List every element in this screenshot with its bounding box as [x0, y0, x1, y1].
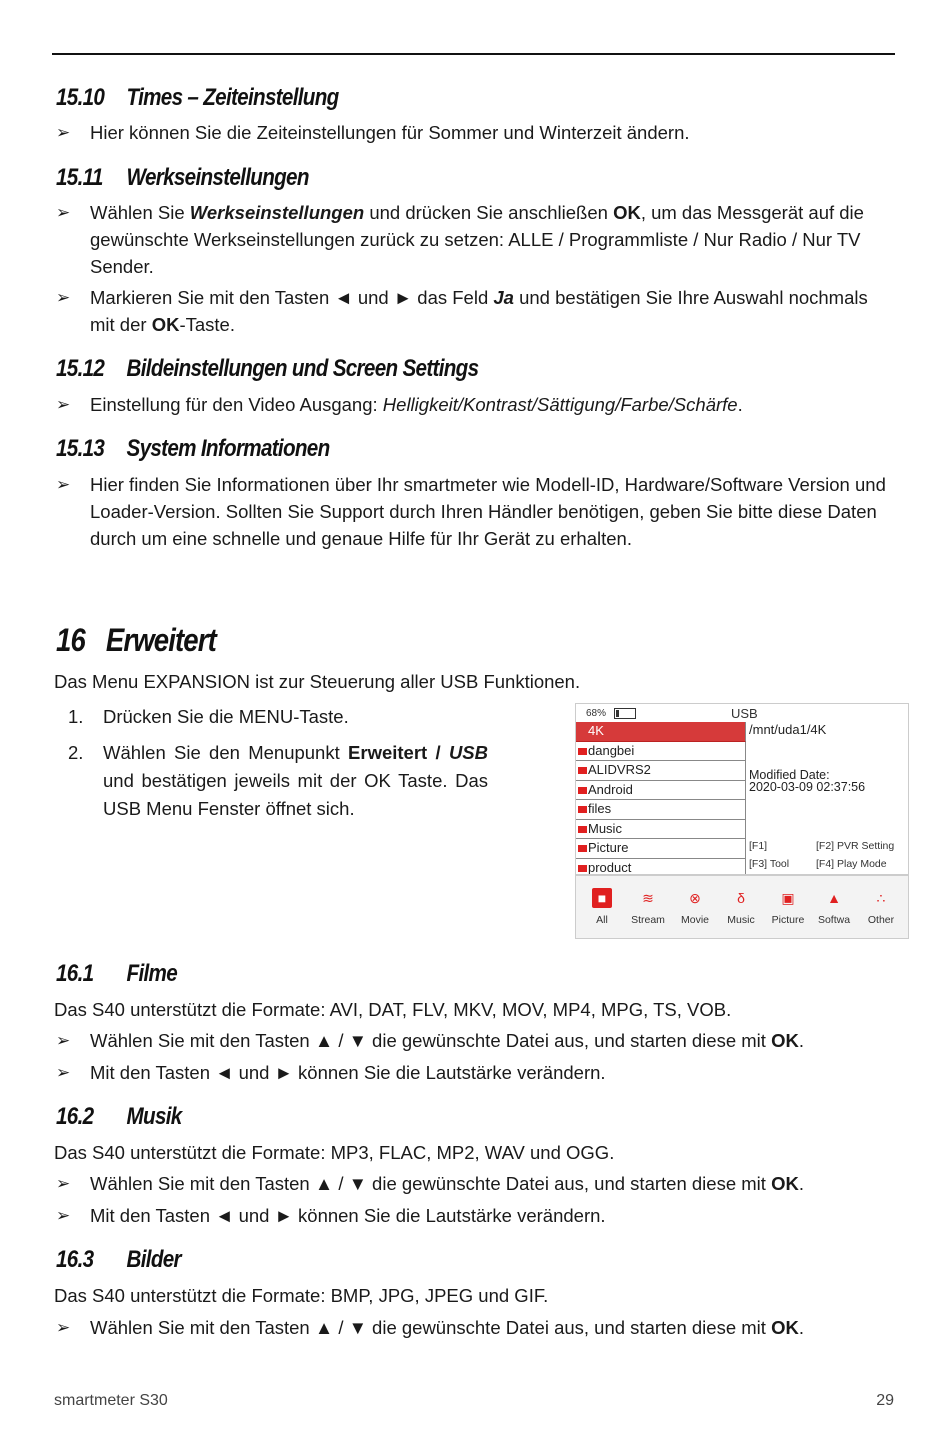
file-row: dangbei: [576, 742, 746, 762]
paragraph: Das S40 unterstützt die Formate: AVI, DAT, FLV, MKV, MOV, MP4, MPG, TS, VOB.: [54, 999, 732, 1020]
folder-icon: ■: [592, 888, 612, 908]
folder-icon: [578, 767, 587, 774]
current-path: /mnt/uda1/4K: [749, 722, 827, 737]
paragraph: Das S40 unterstützt die Formate: BMP, JPG, JPEG und GIF.: [54, 1285, 549, 1306]
stream-icon: ≋: [642, 890, 654, 906]
tab-movie: ⊗ Movie: [680, 890, 709, 926]
list-item: ➢ Mit den Tasten ◄ und ► können Sie die Lautstärke verändern.: [56, 1062, 606, 1083]
music-icon: δ: [737, 890, 745, 906]
page-number: 29: [876, 1392, 894, 1409]
list-item: 1. Drücken Sie die MENU-Taste.: [68, 706, 349, 727]
f2-key: [F2] PVR Setting: [816, 840, 895, 852]
usb-menu-screenshot: [575, 703, 909, 939]
heading-15-10: 15.10 Times – Zeiteinstellung: [56, 84, 339, 111]
list-item: ➢ Markieren Sie mit den Tasten ◄ und ► das Feld Ja und bestätigen Sie Ihre Auswahl nochmals mit der OK-Taste.: [56, 287, 868, 335]
other-icon: ∴: [876, 890, 886, 906]
paragraph: Das Menu EXPANSION ist zur Steuerung aller USB Funktionen.: [54, 671, 581, 692]
folder-icon: [578, 787, 587, 794]
list-item: ➢ Mit den Tasten ◄ und ► können Sie die Lautstärke verändern.: [56, 1205, 606, 1226]
file-row: Music: [576, 820, 746, 840]
folder-icon: [578, 865, 587, 872]
f1-key: [F1]: [749, 840, 768, 852]
paragraph: Das S40 unterstützt die Formate: MP3, FLAC, MP2, WAV und OGG.: [54, 1142, 615, 1163]
list-item: 2. Wählen Sie den Menupunkt Erweitert / USB und bestätigen jeweils mit der OK Taste. Das USB Menu Fenster öffnet sich.: [68, 742, 488, 819]
footer-product: smartmeter S30: [54, 1392, 168, 1409]
tab-software: ▲ Softwa: [817, 890, 851, 926]
heading-16-3: 16.3 Bilder: [56, 1246, 181, 1273]
file-row: files: [576, 800, 746, 820]
list-item: ➢ Hier finden Sie Informationen über Ihr smartmeter wie Modell-ID, Hardware/Software Version und Loader-Version. Sollten Sie Support durch Ihren Händler benötigen, geben Sie bitte diese Daten durch um eine schnelle und genaue Hilfe für Ihr Gerät zu erhalten.: [56, 474, 886, 549]
top-rule: [52, 53, 895, 55]
software-icon: ▲: [827, 890, 841, 906]
folder-icon: [578, 826, 587, 833]
heading-16-1: 16.1 Filme: [56, 960, 177, 987]
list-item: ➢ Einstellung für den Video Ausgang: Helligkeit/Kontrast/Sättigung/Farbe/Schärfe.: [56, 394, 743, 415]
list-item: ➢ Wählen Sie Werkseinstellungen und drücken Sie anschließen OK, um das Messgerät auf die gewünschte Werkseinstellungen zurück zu setzen: ALLE / Programmliste / Nur Radio / Nur TV Sender.: [56, 202, 864, 277]
heading-15-13: 15.13 System Informationen: [56, 435, 330, 462]
tab-picture: ▣ Picture: [771, 890, 805, 926]
file-row: 4K: [576, 722, 746, 742]
file-row: Picture: [576, 839, 746, 859]
file-row: ALIDVRS2: [576, 761, 746, 781]
list-item: ➢ Hier können Sie die Zeiteinstellungen für Sommer und Winterzeit ändern.: [56, 122, 690, 143]
battery-level: 68%: [586, 708, 607, 719]
folder-icon: [578, 845, 587, 852]
tab-all: ■ All: [579, 880, 625, 926]
battery-icon: [614, 708, 636, 719]
f3-key: [F3] Tool: [749, 858, 790, 870]
tab-other: ∴ Other: [867, 890, 895, 926]
usb-file-list: [576, 722, 746, 878]
heading-15-11: 15.11 Werkseinstellungen: [56, 164, 309, 191]
picture-icon: ▣: [781, 890, 795, 906]
usb-title: USB: [731, 706, 758, 721]
movie-icon: ⊗: [689, 890, 701, 906]
list-item: ➢ Wählen Sie mit den Tasten ▲ / ▼ die gewünschte Datei aus, und starten diese mit OK.: [56, 1173, 804, 1194]
folder-icon: [578, 806, 587, 813]
modified-date: Modified Date: 2020-03-09 02:37:56: [749, 768, 866, 794]
file-row: product: [576, 859, 746, 879]
heading-15-12: 15.12 Bildeinstellungen und Screen Settings: [56, 355, 479, 382]
list-item: ➢ Wählen Sie mit den Tasten ▲ / ▼ die gewünschte Datei aus, und starten diese mit OK.: [56, 1317, 804, 1338]
tab-stream: ≋ Stream: [631, 890, 665, 926]
file-row: Android: [576, 781, 746, 801]
f4-key: [F4] Play Mode: [816, 858, 887, 870]
usb-category-tabs: [576, 876, 908, 938]
heading-16: 16 Erweitert: [56, 622, 216, 658]
folder-icon: [578, 748, 587, 755]
list-item: ➢ Wählen Sie mit den Tasten ▲ / ▼ die gewünschte Datei aus, und starten diese mit OK.: [56, 1030, 804, 1051]
heading-16-2: 16.2 Musik: [56, 1103, 182, 1130]
tab-music: δ Music: [727, 890, 755, 926]
